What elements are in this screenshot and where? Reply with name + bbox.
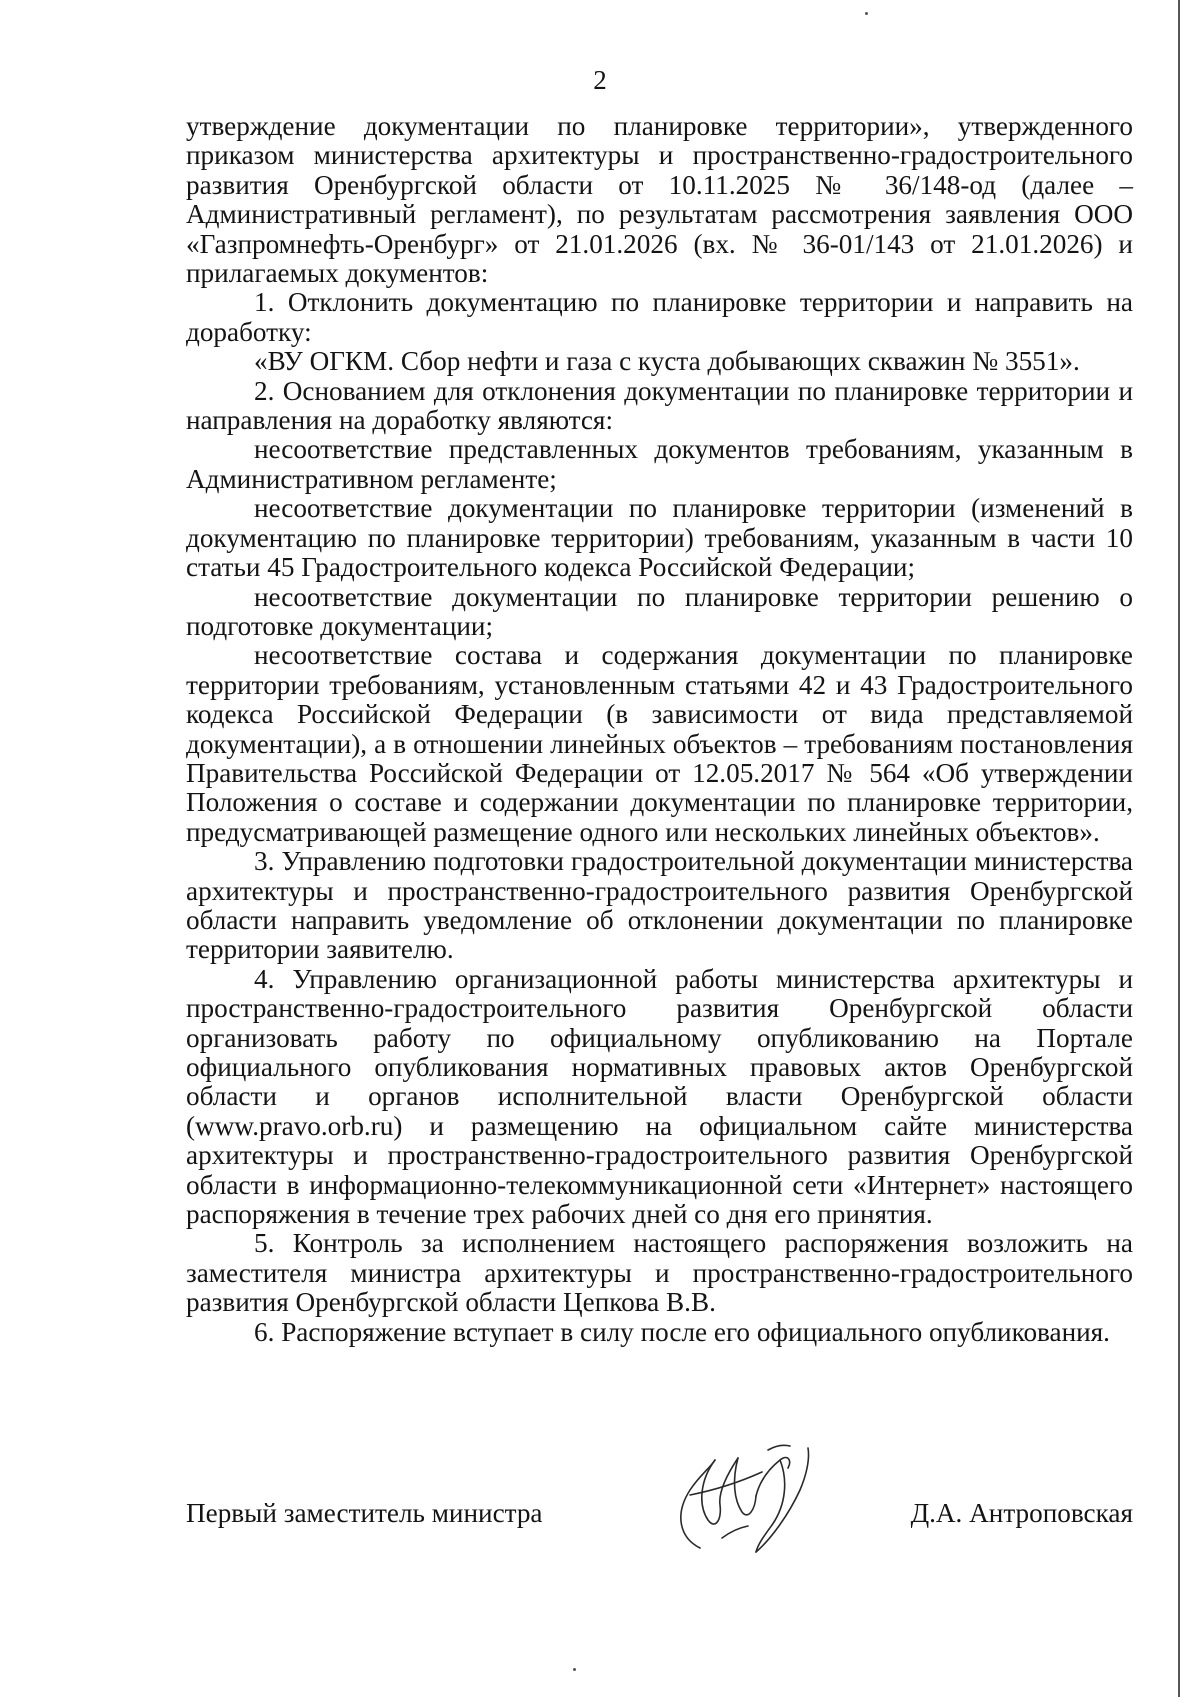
paragraph-reason-3: несоответствие документации по планировке территории решению о подготовке документации; bbox=[186, 581, 1133, 641]
paragraph-object-name: «ВУ ОГКМ. Сбор нефти и газа с куста добывающих скважин № 3551». bbox=[254, 346, 1080, 377]
scan-edge-line bbox=[1178, 0, 1180, 1697]
paragraph-reason-1: несоответствие представленных документов требованиям, указанным в Административном регламенте; bbox=[186, 434, 1133, 494]
page-number: 2 bbox=[593, 65, 607, 95]
signatory-title: Первый заместитель министра bbox=[186, 1498, 543, 1528]
handwritten-signature-icon bbox=[660, 1420, 835, 1570]
paragraph-item-2: 2. Основанием для отклонения документации по планировке территории и направления на доработку являются: bbox=[186, 375, 1133, 436]
paragraph-reason-4: несоответствие состава и содержания документации по планировке территории требованиям, установленным статьями 42 и 43 Градостроительного кодекса Российской Федерации (в зависимости от вида представляемой документации), а в отношении линейных объектов – требованиям постановления Правительства Российской Федерации от 12.05.2017 № 564 «Об утверждении Положения о составе и содержании документации по планировке территории, предусматривающей размещение одного или нескольких линейных объектов». bbox=[186, 640, 1133, 847]
signatory-name: Д.А. Антроповская bbox=[910, 1498, 1133, 1528]
paragraph-intro: утверждение документации по планировке территории», утвержденного приказом министерства архитектуры и пространственно-градостроительного развития Оренбургской области от 10.11.2025 № 36/148-од (далее – Административный регламент), по результатам рассмотрения заявления ООО «Газпромнефть-Оренбург» от 21.01.2026 (вх. № 36-01/143 от 21.01.2026) и прилагаемых документов: bbox=[186, 111, 1133, 289]
paragraph-item-5: 5. Контроль за исполнением настоящего распоряжения возложить на заместителя министра архитектуры и пространственно-градостроительного развития Оренбургской области Цепкова В.В. bbox=[186, 1228, 1133, 1318]
document-body bbox=[186, 112, 1133, 1347]
paragraph-item-6: 6. Распоряжение вступает в силу после его официального опубликования. bbox=[254, 1316, 1110, 1347]
scan-speck bbox=[573, 1668, 576, 1671]
paragraph-item-3: 3. Управлению подготовки градостроительной документации министерства архитектуры и пространственно-градостроительного развития Оренбургской области направить уведомление об отклонении документации по планировке территории заявителю. bbox=[186, 846, 1133, 965]
paragraph-reason-2: несоответствие документации по планировке территории (изменений в документацию по планировке территории) требованиям, указанным в части 10 статьи 45 Градостроительного кодекса Российской Федерации; bbox=[186, 493, 1133, 583]
scan-speck bbox=[865, 12, 868, 15]
paragraph-item-4: 4. Управлению организационной работы министерства архитектуры и пространственно-градостроительного развития Оренбургской области организовать работу по официальному опубликованию на Портале официального опубликования нормативных правовых актов Оренбургской области и органов исполнительной власти Оренбургской области (www.pravo.orb.ru) и размещению на официальном сайте министерства архитектуры и пространственно-градостроительного развития Оренбургской области в информационно-телекоммуникационной сети «Интернет» настоящего распоряжения в течение трех рабочих дней со дня его принятия. bbox=[186, 963, 1133, 1230]
paragraph-item-1: 1. Отклонить документацию по планировке территории и направить на доработку: bbox=[186, 287, 1133, 347]
